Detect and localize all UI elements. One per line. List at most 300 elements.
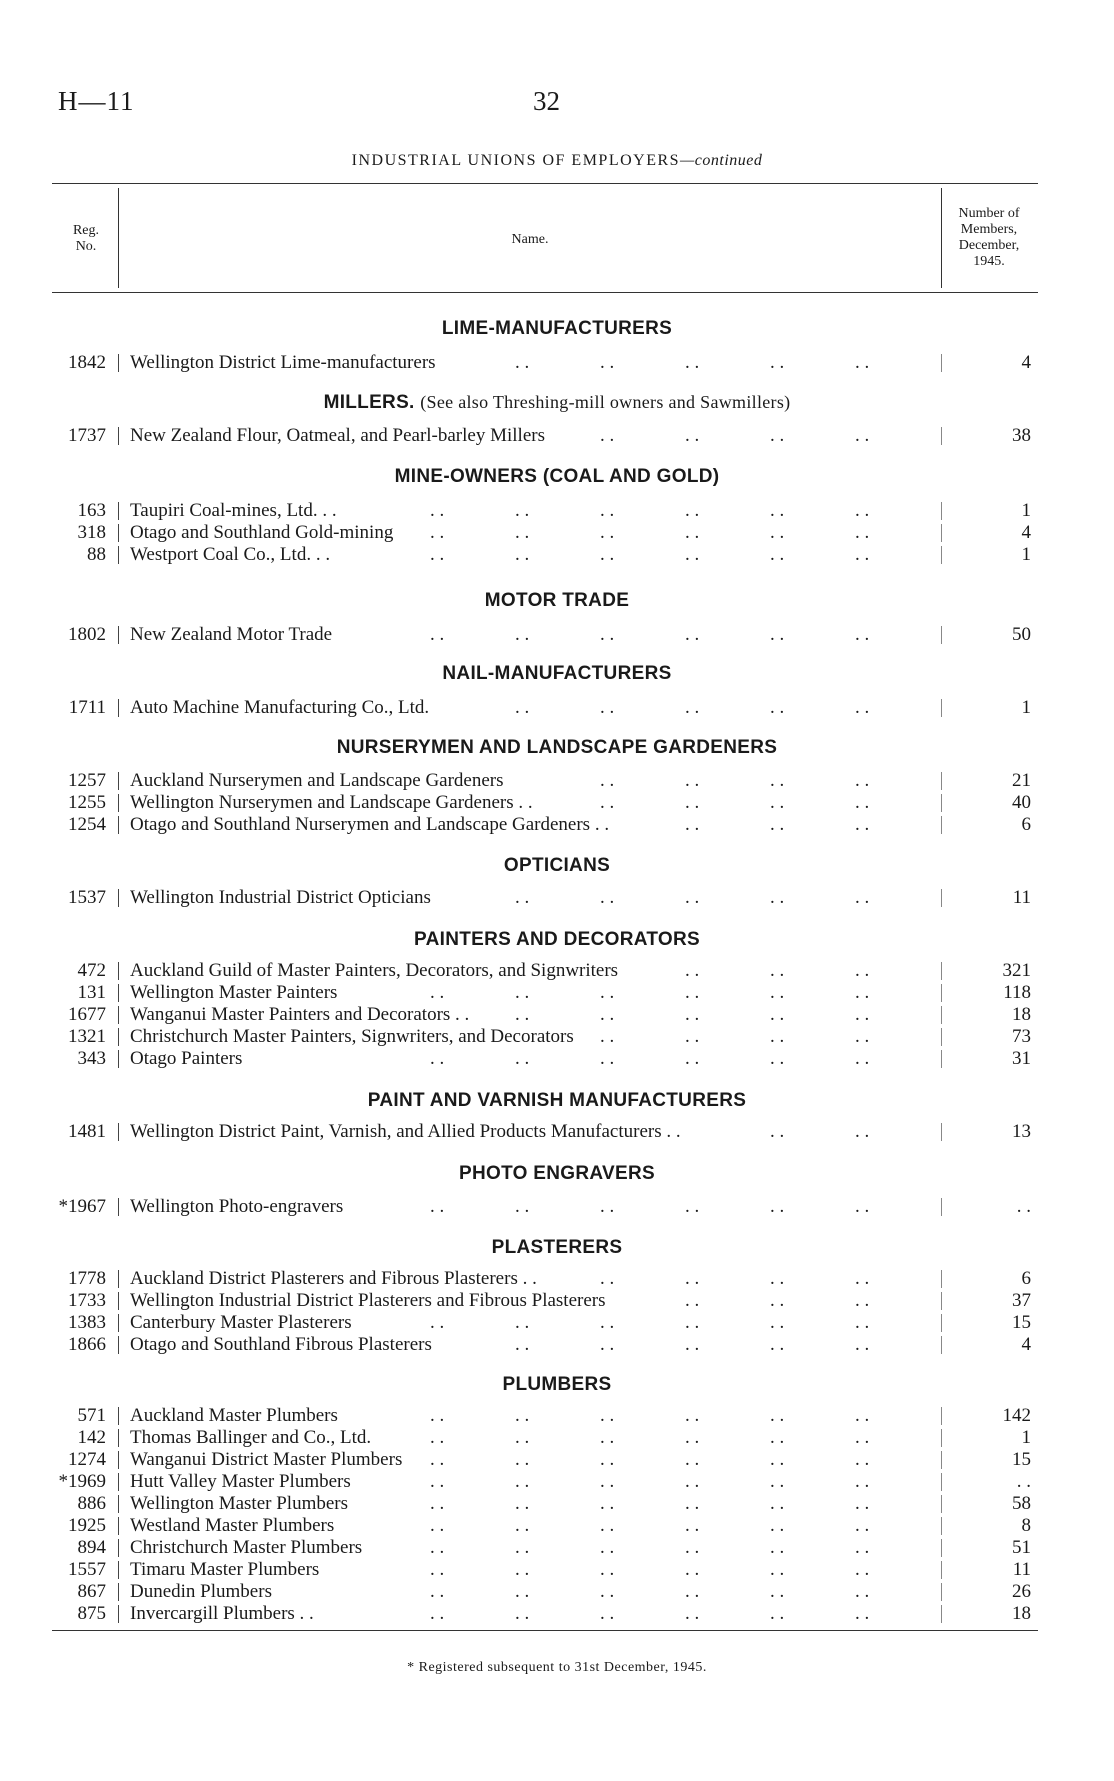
member-count: 13	[1012, 1121, 1031, 1142]
union-name: Canterbury Master Plasterers	[130, 1312, 352, 1333]
table-row	[0, 624, 1114, 646]
leader-dots: . .	[855, 1312, 870, 1333]
union-name: Hutt Valley Master Plumbers	[130, 1471, 351, 1492]
table-row	[0, 1312, 1114, 1334]
reg-number: 1677	[68, 1004, 106, 1025]
member-count: 4	[1021, 1334, 1031, 1355]
leader-dots: . .	[855, 1493, 870, 1514]
reg-number: 1778	[68, 1268, 106, 1289]
member-count: . .	[1016, 1471, 1031, 1492]
column-rule	[118, 1336, 119, 1354]
table-row	[0, 982, 1114, 1004]
section-heading	[120, 663, 994, 685]
column-rule	[941, 1006, 942, 1024]
table-row	[0, 697, 1114, 719]
column-rule	[118, 1198, 119, 1216]
member-count: 21	[1012, 770, 1031, 791]
section-title: PAINTERS AND DECORATORS	[414, 929, 700, 950]
leader-dots: . .	[515, 624, 530, 645]
leader-dots: . .	[685, 1196, 700, 1217]
leader-dots: . .	[515, 1405, 530, 1426]
leader-dots: . .	[430, 1493, 445, 1514]
leader-dots: . .	[855, 1427, 870, 1448]
table-row	[0, 1004, 1114, 1026]
header-reg-no	[56, 223, 116, 255]
table-row	[0, 1603, 1114, 1625]
union-name: Otago and Southland Gold-mining	[130, 522, 394, 543]
leader-dots: . .	[430, 1048, 445, 1069]
reg-number: 163	[77, 500, 106, 521]
leader-dots: . .	[855, 887, 870, 908]
column-rule	[118, 1028, 119, 1046]
table-row	[0, 1449, 1114, 1471]
leader-dots: . .	[430, 522, 445, 543]
leader-dots: . .	[685, 522, 700, 543]
header-members-line: Number of	[958, 206, 1020, 221]
leader-dots: . .	[685, 1334, 700, 1355]
section-title: PLASTERERS	[491, 1237, 623, 1258]
member-count: 4	[1021, 352, 1031, 373]
section-title: NAIL-MANUFACTURERS	[442, 663, 672, 684]
footnote: * Registered subsequent to 31st December, 1945.	[407, 1660, 707, 1675]
leader-dots: . .	[430, 982, 445, 1003]
leader-dots: . .	[855, 544, 870, 565]
column-rule	[118, 546, 119, 564]
leader-dots: . .	[855, 770, 870, 791]
leader-dots: . .	[430, 1312, 445, 1333]
reg-number: 1866	[68, 1334, 106, 1355]
member-count: 15	[1012, 1312, 1031, 1333]
header-members	[940, 206, 1038, 270]
leader-dots: . .	[855, 697, 870, 718]
leader-dots: . .	[770, 1268, 785, 1289]
column-rule	[118, 1517, 119, 1535]
column-rule	[118, 354, 119, 372]
union-name: Wellington District Paint, Varnish, and Allied Products Manufacturers . .	[130, 1121, 681, 1142]
column-rule	[118, 502, 119, 520]
column-rule	[118, 1292, 119, 1310]
table-row	[0, 960, 1114, 982]
section-title: MILLERS.	[323, 392, 415, 413]
reg-number: 1274	[68, 1449, 106, 1470]
leader-dots: . .	[685, 1471, 700, 1492]
leader-dots: . .	[770, 814, 785, 835]
leader-dots: . .	[770, 1493, 785, 1514]
reg-number: 1255	[68, 792, 106, 813]
member-count: 18	[1012, 1603, 1031, 1624]
column-rule	[941, 1123, 942, 1141]
reg-number: 472	[77, 960, 106, 981]
reg-number: 131	[77, 982, 106, 1003]
leader-dots: . .	[855, 1471, 870, 1492]
leader-dots: . .	[515, 1004, 530, 1025]
leader-dots: . .	[515, 1603, 530, 1624]
leader-dots: . .	[600, 1581, 615, 1602]
column-rule	[941, 1451, 942, 1469]
leader-dots: . .	[855, 522, 870, 543]
column-rule	[118, 1429, 119, 1447]
column-rule	[941, 1292, 942, 1310]
leader-dots: . .	[770, 1537, 785, 1558]
section-heading	[120, 392, 994, 414]
page-title	[0, 152, 1114, 170]
leader-dots: . .	[770, 544, 785, 565]
column-rule	[118, 794, 119, 812]
reg-number: 1842	[68, 352, 106, 373]
leader-dots: . .	[770, 697, 785, 718]
leader-dots: . .	[685, 982, 700, 1003]
union-name: Auto Machine Manufacturing Co., Ltd.	[130, 697, 430, 718]
leader-dots: . .	[430, 1603, 445, 1624]
header-no-line: No.	[75, 239, 97, 254]
column-rule	[118, 816, 119, 834]
header-name: Name.	[511, 232, 549, 247]
leader-dots: . .	[770, 1196, 785, 1217]
leader-dots: . .	[515, 1048, 530, 1069]
leader-dots: . .	[515, 1312, 530, 1333]
leader-dots: . .	[430, 1471, 445, 1492]
column-rule	[941, 984, 942, 1002]
leader-dots: . .	[770, 1559, 785, 1580]
column-rule	[118, 524, 119, 542]
column-rule	[941, 1583, 942, 1601]
leader-dots: . .	[600, 1449, 615, 1470]
column-rule	[941, 1050, 942, 1068]
column-rule	[941, 816, 942, 834]
reg-number: 867	[77, 1581, 106, 1602]
leader-dots: . .	[770, 1312, 785, 1333]
union-name: Timaru Master Plumbers	[130, 1559, 320, 1580]
leader-dots: . .	[855, 1515, 870, 1536]
leader-dots: . .	[855, 1290, 870, 1311]
leader-dots: . .	[515, 982, 530, 1003]
union-name: Thomas Ballinger and Co., Ltd.	[130, 1427, 372, 1448]
leader-dots: . .	[515, 1493, 530, 1514]
leader-dots: . .	[515, 1559, 530, 1580]
page-number: 32	[533, 86, 560, 116]
leader-dots: . .	[430, 1559, 445, 1580]
section-heading	[120, 1090, 994, 1112]
column-rule	[941, 1407, 942, 1425]
column-rule	[118, 962, 119, 980]
reg-number: 894	[77, 1537, 106, 1558]
page-title-continued: —continued	[680, 152, 763, 169]
member-count: 8	[1021, 1515, 1031, 1536]
reg-number: 571	[77, 1405, 106, 1426]
leader-dots: . .	[685, 960, 700, 981]
leader-dots: . .	[770, 1026, 785, 1047]
member-count: 11	[1012, 887, 1031, 908]
member-count: 31	[1012, 1048, 1031, 1069]
section-title: OPTICIANS	[503, 855, 611, 876]
leader-dots: . .	[770, 1581, 785, 1602]
leader-dots: . .	[600, 425, 615, 446]
leader-dots: . .	[855, 1581, 870, 1602]
column-rule	[118, 1561, 119, 1579]
leader-dots: . .	[685, 770, 700, 791]
reg-number: 1321	[68, 1026, 106, 1047]
leader-dots: . .	[600, 1026, 615, 1047]
leader-dots: . .	[600, 1048, 615, 1069]
leader-dots: . .	[600, 1268, 615, 1289]
table-row	[0, 1268, 1114, 1290]
leader-dots: . .	[685, 352, 700, 373]
table-top-rule	[52, 183, 1038, 184]
column-rule	[118, 984, 119, 1002]
leader-dots: . .	[770, 1427, 785, 1448]
section-title: NURSERYMEN AND LANDSCAPE GARDENERS	[336, 737, 778, 758]
reg-number: 142	[77, 1427, 106, 1448]
table-row	[0, 1515, 1114, 1537]
section-heading	[120, 1163, 994, 1185]
leader-dots: . .	[685, 544, 700, 565]
section-title: PAINT AND VARNISH MANUFACTURERS	[367, 1090, 747, 1111]
leader-dots: . .	[685, 697, 700, 718]
member-count: 1	[1021, 500, 1031, 521]
leader-dots: . .	[855, 982, 870, 1003]
leader-dots: . .	[770, 624, 785, 645]
column-rule	[941, 1517, 942, 1535]
reg-number: 1481	[68, 1121, 106, 1142]
header-divider-left	[118, 188, 119, 288]
leader-dots: . .	[515, 522, 530, 543]
section-title: MINE-OWNERS (COAL AND GOLD)	[394, 466, 720, 487]
column-rule	[941, 524, 942, 542]
union-name: Taupiri Coal-mines, Ltd. . .	[130, 500, 337, 521]
table-row	[0, 1559, 1114, 1581]
leader-dots: . .	[515, 697, 530, 718]
leader-dots: . .	[685, 887, 700, 908]
leader-dots: . .	[430, 624, 445, 645]
table-row	[0, 1121, 1114, 1143]
leader-dots: . .	[600, 887, 615, 908]
leader-dots: . .	[855, 1026, 870, 1047]
column-rule	[941, 772, 942, 790]
section-heading	[120, 318, 994, 340]
leader-dots: . .	[855, 1268, 870, 1289]
member-count: 37	[1012, 1290, 1031, 1311]
leader-dots: . .	[770, 1290, 785, 1311]
leader-dots: . .	[600, 792, 615, 813]
leader-dots: . .	[430, 1515, 445, 1536]
header-reg-line: Reg.	[72, 223, 100, 238]
member-count: 6	[1021, 1268, 1031, 1289]
column-rule	[118, 1270, 119, 1288]
leader-dots: . .	[600, 1405, 615, 1426]
column-rule	[941, 1539, 942, 1557]
leader-dots: . .	[515, 544, 530, 565]
leader-dots: . .	[770, 770, 785, 791]
table-row	[0, 1471, 1114, 1493]
leader-dots: . .	[855, 1048, 870, 1069]
reg-number: 1254	[68, 814, 106, 835]
page-title-main: INDUSTRIAL UNIONS OF EMPLOYERS	[351, 152, 681, 169]
section-note: (See also Threshing-mill owners and Sawmillers)	[420, 392, 791, 412]
column-rule	[941, 1270, 942, 1288]
leader-dots: . .	[515, 500, 530, 521]
table-bottom-rule	[52, 1630, 1038, 1631]
leader-dots: . .	[600, 522, 615, 543]
union-name: Wellington Industrial District Plasterers and Fibrous Plasterers	[130, 1290, 606, 1311]
column-rule	[941, 354, 942, 372]
union-name: Christchurch Master Painters, Signwriters, and Decorators	[130, 1026, 574, 1047]
union-name: Wellington District Lime-manufacturers	[130, 352, 436, 373]
union-name: Christchurch Master Plumbers	[130, 1537, 363, 1558]
column-rule	[118, 427, 119, 445]
leader-dots: . .	[600, 1537, 615, 1558]
member-count: 118	[1003, 982, 1031, 1003]
union-name: Otago and Southland Fibrous Plasterers	[130, 1334, 432, 1355]
column-rule	[941, 794, 942, 812]
member-count: 40	[1012, 792, 1031, 813]
leader-dots: . .	[600, 1196, 615, 1217]
leader-dots: . .	[515, 1449, 530, 1470]
reg-number: *1969	[58, 1471, 106, 1492]
reg-number: 1383	[68, 1312, 106, 1333]
union-name: Dunedin Plumbers	[130, 1581, 272, 1602]
union-name: Wellington Nurserymen and Landscape Gardeners . .	[130, 792, 533, 813]
leader-dots: . .	[600, 1559, 615, 1580]
leader-dots: . .	[770, 1048, 785, 1069]
column-rule	[118, 1583, 119, 1601]
section-title: PHOTO ENGRAVERS	[459, 1163, 655, 1184]
reg-number: 1711	[68, 697, 106, 718]
section-heading	[120, 1374, 994, 1396]
column-rule	[941, 962, 942, 980]
leader-dots: . .	[855, 814, 870, 835]
leader-dots: . .	[515, 1196, 530, 1217]
leader-dots: . .	[515, 1334, 530, 1355]
leader-dots: . .	[770, 1121, 785, 1142]
leader-dots: . .	[685, 1048, 700, 1069]
leader-dots: . .	[600, 1427, 615, 1448]
union-name: Wanganui Master Painters and Decorators . .	[130, 1004, 470, 1025]
union-name: Westport Coal Co., Ltd. . .	[130, 544, 331, 565]
column-rule	[118, 1451, 119, 1469]
table-row	[0, 1537, 1114, 1559]
leader-dots: . .	[600, 624, 615, 645]
table-row	[0, 352, 1114, 374]
column-rule	[118, 1006, 119, 1024]
union-name: Wellington Master Plumbers	[130, 1493, 348, 1514]
column-rule	[941, 546, 942, 564]
leader-dots: . .	[685, 500, 700, 521]
table-row	[0, 1427, 1114, 1449]
leader-dots: . .	[600, 500, 615, 521]
column-rule	[118, 1123, 119, 1141]
leader-dots: . .	[600, 1004, 615, 1025]
leader-dots: . .	[855, 792, 870, 813]
leader-dots: . .	[770, 1334, 785, 1355]
reg-number: 1537	[68, 887, 106, 908]
leader-dots: . .	[600, 1334, 615, 1355]
leader-dots: . .	[600, 1603, 615, 1624]
reg-number: 1925	[68, 1515, 106, 1536]
leader-dots: . .	[855, 1449, 870, 1470]
leader-dots: . .	[855, 1537, 870, 1558]
column-rule	[118, 1495, 119, 1513]
reg-number: 1737	[68, 425, 106, 446]
member-count: 18	[1012, 1004, 1031, 1025]
leader-dots: . .	[855, 1603, 870, 1624]
leader-dots: . .	[855, 1405, 870, 1426]
union-name: Auckland District Plasterers and Fibrous Plasterers . .	[130, 1268, 537, 1289]
reg-number: 1733	[68, 1290, 106, 1311]
leader-dots: . .	[770, 522, 785, 543]
leader-dots: . .	[685, 1449, 700, 1470]
column-rule	[941, 1473, 942, 1491]
leader-dots: . .	[430, 1581, 445, 1602]
leader-dots: . .	[515, 1427, 530, 1448]
leader-dots: . .	[770, 1004, 785, 1025]
section-title: PLUMBERS	[502, 1374, 612, 1395]
leader-dots: . .	[685, 1537, 700, 1558]
column-rule	[118, 1050, 119, 1068]
table-row	[0, 1493, 1114, 1515]
table-row	[0, 425, 1114, 447]
column-rule	[118, 1539, 119, 1557]
union-name: Wellington Industrial District Opticians	[130, 887, 431, 908]
leader-dots: . .	[430, 500, 445, 521]
leader-dots: . .	[855, 425, 870, 446]
column-rule	[941, 427, 942, 445]
union-name: Westland Master Plumbers	[130, 1515, 335, 1536]
table-row	[0, 522, 1114, 544]
leader-dots: . .	[515, 352, 530, 373]
column-rule	[941, 889, 942, 907]
leader-dots: . .	[855, 1196, 870, 1217]
leader-dots: . .	[685, 1290, 700, 1311]
member-count: 1	[1021, 697, 1031, 718]
leader-dots: . .	[855, 500, 870, 521]
leader-dots: . .	[685, 624, 700, 645]
union-name: Auckland Guild of Master Painters, Decorators, and Signwriters	[130, 960, 619, 981]
table-row	[0, 544, 1114, 566]
reg-number: 886	[77, 1493, 106, 1514]
leader-dots: . .	[685, 425, 700, 446]
reg-number: 1802	[68, 624, 106, 645]
header-members-line: 1945.	[973, 254, 1005, 269]
leader-dots: . .	[770, 500, 785, 521]
leader-dots: . .	[600, 1312, 615, 1333]
leader-dots: . .	[685, 1004, 700, 1025]
leader-dots: . .	[855, 960, 870, 981]
section-heading	[120, 590, 994, 612]
leader-dots: . .	[685, 814, 700, 835]
leader-dots: . .	[855, 1334, 870, 1355]
leader-dots: . .	[685, 1493, 700, 1514]
column-rule	[941, 1561, 942, 1579]
table-row	[0, 1405, 1114, 1427]
leader-dots: . .	[770, 1405, 785, 1426]
leader-dots: . .	[685, 792, 700, 813]
member-count: 1	[1021, 544, 1031, 565]
leader-dots: . .	[770, 352, 785, 373]
leader-dots: . .	[430, 1427, 445, 1448]
leader-dots: . .	[770, 425, 785, 446]
section-title: MOTOR TRADE	[484, 590, 630, 611]
leader-dots: . .	[855, 624, 870, 645]
leader-dots: . .	[430, 1405, 445, 1426]
union-name: Otago and Southland Nurserymen and Landscape Gardeners . .	[130, 814, 610, 835]
leader-dots: . .	[515, 887, 530, 908]
column-rule	[118, 626, 119, 644]
leader-dots: . .	[430, 1537, 445, 1558]
leader-dots: . .	[600, 1515, 615, 1536]
union-name: Invercargill Plumbers . .	[130, 1603, 314, 1624]
column-rule	[118, 1314, 119, 1332]
leader-dots: . .	[855, 1559, 870, 1580]
